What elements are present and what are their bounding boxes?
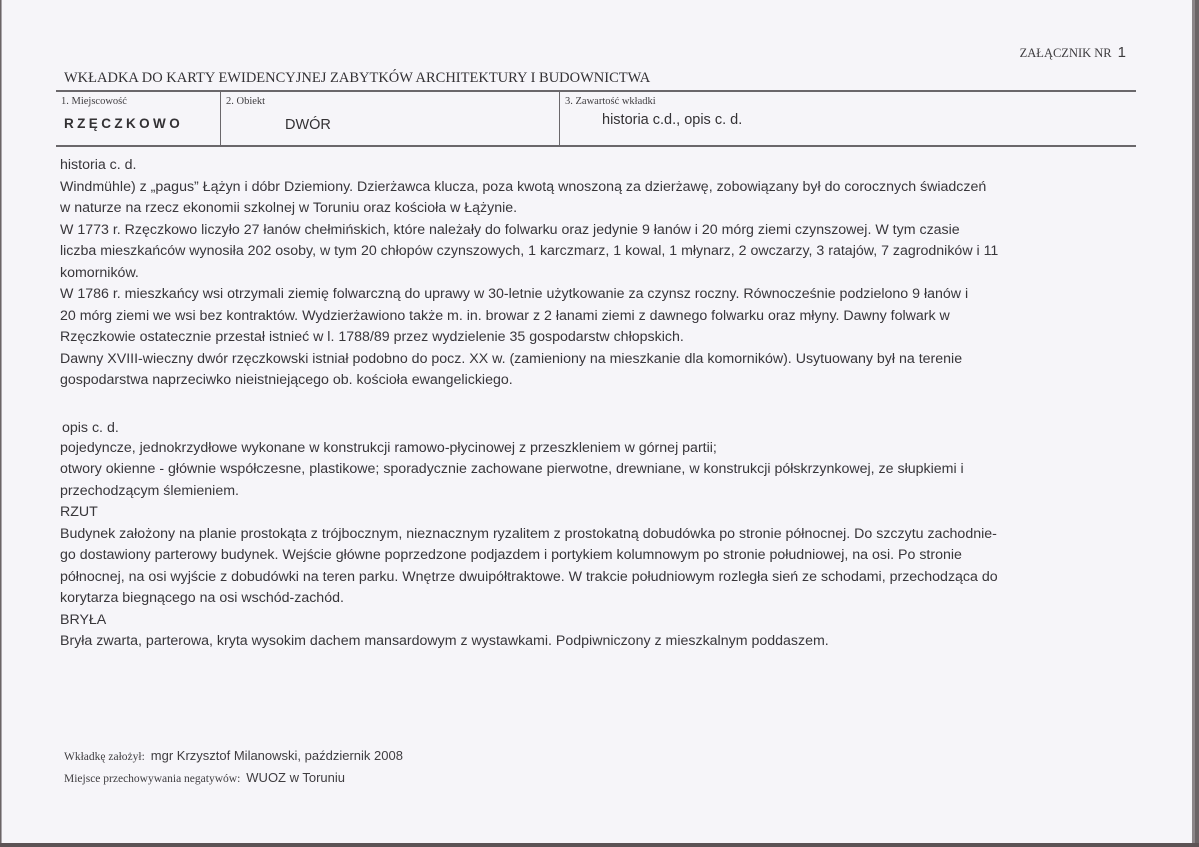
historia-line: w naturze na rzecz ekonomii szkolnej w Toruniu oraz kościoła w Łążynie. (60, 200, 518, 216)
storage-value: WUOZ w Toruniu (246, 770, 346, 785)
bryla-heading: BRYŁA (60, 611, 107, 628)
rzut-line: Budynek założony na planie prostokąta z trójbocznym, nieznacznym ryzalitem z prostokatną dobudówka po stronie północnej. Do szczytu zachodnie- (60, 525, 997, 542)
form-title: WKŁADKA DO KARTY EWIDENCYJNEJ ZABYTKÓW ARCHITEKTURY I BUDOWNICTWA (64, 70, 651, 86)
historia-line: Windmühle) z „pagus” Łążyn i dóbr Dziemiony. Dzierżawca klucza, poza kwotą wnoszoną za dzierżawę, zobowiązany był do corocznych świadczeń (60, 178, 987, 195)
author-value: mgr Krzysztof Milanowski, październik 2008 (150, 748, 403, 763)
annex-label: ZAŁĄCZNIK NR (1019, 46, 1112, 60)
rzut-line: korytarza biegnącego na osi wschód-zachód. (60, 590, 344, 606)
locality-label: 1. Miejscowość (61, 96, 127, 107)
document-body (60, 155, 1150, 653)
opis-heading: opis c. d. (62, 419, 119, 436)
storage-row (64, 769, 403, 791)
author-row (64, 747, 403, 769)
cell-object (220, 92, 560, 145)
opis-line: otwory okienne - głównie współczesne, plastikowe; sporadycznie zachowane pierwotne, drewniane, w konstrukcji półskrzynkowej, ze słupkiemi i (60, 461, 964, 477)
insert-contents-label: 3. Zawartość wkładki (565, 96, 656, 107)
object-value: DWÓR (285, 117, 331, 133)
header-table (56, 90, 1136, 147)
historia-line: 20 mórg ziemi we wsi bez kontraktów. Wydzierżawiono także m. in. browar z 2 łanami ziemi z dawnego folwarku oraz młyny. Dawny folwark w (60, 307, 950, 324)
historia-line: W 1773 r. Rzęczkowo liczyło 27 łanów chełmińskich, które należały do folwarku oraz jedynie 9 łanów i 20 mórg ziemi czynszowej. W tym czasie (60, 221, 960, 238)
object-label: 2. Obiekt (226, 96, 266, 107)
historia-line: Rzęczkowie ostatecznie przestał istnieć w l. 1788/89 przez wydzielenie 35 gospodarstw chłopskich. (60, 329, 684, 345)
section-spacer (60, 392, 1150, 419)
rzut-heading: RZUT (60, 504, 98, 520)
scan-edge (0, 843, 1199, 847)
historia-line: liczba mieszkańców wynosiła 202 osoby, w tym 20 chłopów czynszowych, 1 karczmarz, 1 kowal, 1 młynarz, 2 owczarzy, 3 ratajów, 7 zagrodników i 11 (60, 243, 999, 259)
opis-line: pojedyncze, jednokrzydłowe wykonane w konstrukcji ramowo-płycinowej z przeszkleniem w górnej partii; (60, 439, 717, 456)
historia-line: gospodarstwa naprzeciwko nieistniejącego ob. kościoła ewangelickiego. (60, 372, 513, 388)
document-footer (64, 747, 403, 791)
annex-value: 1 (1117, 44, 1126, 61)
bryla-line: Bryła zwarta, parterowa, kryta wysokim dachem mansardowym z wystawkami. Podpiwniczony z mieszkalnym poddaszem. (60, 633, 829, 649)
annex-number (1020, 44, 1126, 61)
historia-line: komorników. (60, 264, 139, 281)
storage-label: Miejsce przechowywania negatywów: (64, 773, 241, 785)
cell-locality (56, 92, 220, 145)
historia-line: Dawny XVIII-wieczny dwór rzęczkowski istniał podobno do pocz. XX w. (zamieniony na mieszkanie dla komorników). Usytuowany był na terenie (60, 350, 963, 367)
rzut-line: go dostawiony parterowy budynek. Wejście główne poprzedzone podjazdem i portykiem kolumnowym po stronie południowej, na osi. Po stronie (60, 547, 962, 563)
locality-value: RZĘCZKOWO (64, 116, 184, 131)
historia-heading: historia c. d. (60, 157, 137, 173)
author-label: Wkładkę założył: (64, 751, 145, 763)
document-page (1, 0, 1195, 843)
cell-insert-contents (559, 92, 1137, 145)
insert-contents-value: historia c.d., opis c. d. (602, 112, 743, 128)
opis-line: przechodzącym ślemieniem. (60, 482, 239, 499)
historia-line: W 1786 r. mieszkańcy wsi otrzymali ziemię folwarczną do uprawy w 30-letnie użytkowanie za czynsz roczny. Równocześnie podzielono 9 łanów i (60, 286, 969, 302)
rzut-line: północnej, na osi wyjście z dobudówki na teren parku. Wnętrze dwuipółtraktowe. W trakcie południowym rozległa sień ze schodami, przechodząca do (60, 568, 998, 585)
